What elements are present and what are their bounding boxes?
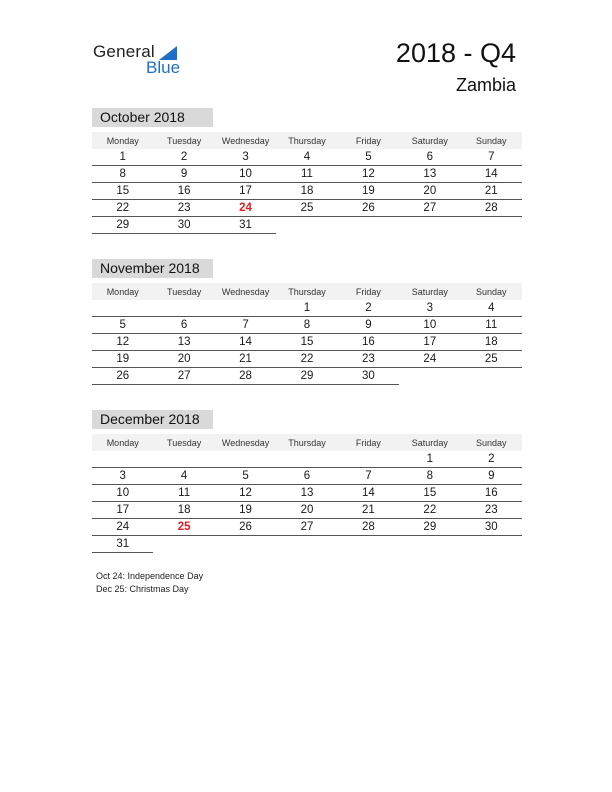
day-cell: 29 xyxy=(399,519,460,536)
month-grid xyxy=(92,132,522,234)
day-cell: 19 xyxy=(92,351,153,368)
empty-day-cell xyxy=(399,368,460,385)
day-cell: 28 xyxy=(215,368,276,385)
day-cell: 15 xyxy=(276,334,337,351)
day-cell: 2 xyxy=(338,300,399,317)
day-cell: 23 xyxy=(338,351,399,368)
week-row xyxy=(92,149,522,166)
empty-day-cell xyxy=(153,451,214,468)
day-cell: 20 xyxy=(399,183,460,200)
day-cell: 30 xyxy=(153,217,214,234)
week-row xyxy=(92,217,522,234)
day-cell: 10 xyxy=(399,317,460,334)
day-cell: 4 xyxy=(153,468,214,485)
logo-text-general: General xyxy=(93,42,155,61)
weekday-header: Thursday xyxy=(276,283,337,300)
weekday-header: Tuesday xyxy=(153,132,214,149)
weekday-header: Sunday xyxy=(461,283,522,300)
day-cell: 26 xyxy=(338,200,399,217)
weekday-header-row xyxy=(92,283,522,300)
weekday-header: Friday xyxy=(338,434,399,451)
day-cell: 20 xyxy=(153,351,214,368)
holiday-note: Oct 24: Independence Day xyxy=(96,571,204,581)
day-cell: 1 xyxy=(276,300,337,317)
weekday-header: Monday xyxy=(92,283,153,300)
day-cell: 22 xyxy=(399,502,460,519)
page-title: 2018 - Q4 xyxy=(395,38,516,68)
day-cell: 7 xyxy=(215,317,276,334)
day-cell: 20 xyxy=(276,502,337,519)
day-cell: 14 xyxy=(215,334,276,351)
week-row xyxy=(92,351,522,368)
empty-day-cell xyxy=(461,368,522,385)
day-cell: 31 xyxy=(92,536,153,553)
empty-day-cell xyxy=(92,451,153,468)
empty-day-cell xyxy=(338,536,399,553)
day-cell: 2 xyxy=(461,451,522,468)
empty-day-cell xyxy=(461,536,522,553)
day-cell: 31 xyxy=(215,217,276,234)
week-row xyxy=(92,519,522,536)
day-cell: 9 xyxy=(153,166,214,183)
weekday-header: Saturday xyxy=(399,283,460,300)
weekday-header: Wednesday xyxy=(215,434,276,451)
day-cell: 21 xyxy=(338,502,399,519)
weekday-header: Saturday xyxy=(399,434,460,451)
day-cell: 6 xyxy=(153,317,214,334)
empty-day-cell xyxy=(338,217,399,234)
day-cell: 12 xyxy=(215,485,276,502)
day-cell: 27 xyxy=(276,519,337,536)
day-cell: 30 xyxy=(338,368,399,385)
empty-day-cell xyxy=(215,300,276,317)
day-cell: 6 xyxy=(276,468,337,485)
day-cell: 14 xyxy=(338,485,399,502)
month-calendar xyxy=(92,259,522,385)
day-cell: 19 xyxy=(338,183,399,200)
logo-text-blue: Blue xyxy=(146,58,181,77)
day-cell: 5 xyxy=(92,317,153,334)
day-cell: 13 xyxy=(153,334,214,351)
day-cell: 17 xyxy=(215,183,276,200)
week-row xyxy=(92,334,522,351)
day-cell: 22 xyxy=(92,200,153,217)
week-row xyxy=(92,183,522,200)
day-cell: 8 xyxy=(92,166,153,183)
day-cell: 23 xyxy=(461,502,522,519)
day-cell: 25 xyxy=(276,200,337,217)
day-cell: 1 xyxy=(399,451,460,468)
day-cell: 11 xyxy=(461,317,522,334)
week-row xyxy=(92,200,522,217)
week-row xyxy=(92,166,522,183)
weekday-header-row xyxy=(92,132,522,149)
weekday-header: Tuesday xyxy=(153,283,214,300)
empty-day-cell xyxy=(92,300,153,317)
empty-day-cell xyxy=(276,451,337,468)
day-cell: 26 xyxy=(215,519,276,536)
empty-day-cell xyxy=(461,217,522,234)
holiday-note: Dec 25: Christmas Day xyxy=(96,584,189,594)
week-row xyxy=(92,468,522,485)
day-cell: 18 xyxy=(276,183,337,200)
weekday-header: Wednesday xyxy=(215,283,276,300)
weekday-header: Monday xyxy=(92,132,153,149)
day-cell: 25 xyxy=(461,351,522,368)
week-row xyxy=(92,502,522,519)
day-cell: 27 xyxy=(399,200,460,217)
day-cell: 11 xyxy=(153,485,214,502)
weekday-header: Friday xyxy=(338,132,399,149)
weekday-header: Sunday xyxy=(461,434,522,451)
day-cell: 4 xyxy=(276,149,337,166)
empty-day-cell xyxy=(153,536,214,553)
day-cell: 12 xyxy=(92,334,153,351)
day-cell: 9 xyxy=(461,468,522,485)
day-cell: 16 xyxy=(153,183,214,200)
month-calendar xyxy=(92,410,522,553)
day-cell: 23 xyxy=(153,200,214,217)
day-cell: 4 xyxy=(461,300,522,317)
month-label: October 2018 xyxy=(92,108,213,127)
day-cell: 28 xyxy=(461,200,522,217)
day-cell: 15 xyxy=(399,485,460,502)
day-cell: 11 xyxy=(276,166,337,183)
day-cell: 29 xyxy=(92,217,153,234)
day-cell: 3 xyxy=(215,149,276,166)
day-cell: 7 xyxy=(461,149,522,166)
week-row xyxy=(92,300,522,317)
day-cell: 13 xyxy=(399,166,460,183)
day-cell: 21 xyxy=(215,351,276,368)
week-row xyxy=(92,536,522,553)
day-cell: 13 xyxy=(276,485,337,502)
weekday-header: Thursday xyxy=(276,434,337,451)
holiday-day-cell: 25 xyxy=(153,519,214,536)
week-row xyxy=(92,451,522,468)
month-grid xyxy=(92,283,522,385)
day-cell: 14 xyxy=(461,166,522,183)
empty-day-cell xyxy=(276,536,337,553)
day-cell: 2 xyxy=(153,149,214,166)
day-cell: 16 xyxy=(461,485,522,502)
day-cell: 27 xyxy=(153,368,214,385)
day-cell: 17 xyxy=(92,502,153,519)
day-cell: 30 xyxy=(461,519,522,536)
day-cell: 22 xyxy=(276,351,337,368)
weekday-header: Thursday xyxy=(276,132,337,149)
weekday-header: Friday xyxy=(338,283,399,300)
empty-day-cell xyxy=(399,217,460,234)
day-cell: 10 xyxy=(92,485,153,502)
week-row xyxy=(92,368,522,385)
weekday-header: Sunday xyxy=(461,132,522,149)
day-cell: 16 xyxy=(338,334,399,351)
day-cell: 10 xyxy=(215,166,276,183)
day-cell: 18 xyxy=(461,334,522,351)
country-name: Zambia xyxy=(455,75,516,95)
day-cell: 1 xyxy=(92,149,153,166)
day-cell: 5 xyxy=(338,149,399,166)
day-cell: 18 xyxy=(153,502,214,519)
weekday-header: Monday xyxy=(92,434,153,451)
empty-day-cell xyxy=(276,217,337,234)
weekday-header: Wednesday xyxy=(215,132,276,149)
day-cell: 29 xyxy=(276,368,337,385)
empty-day-cell xyxy=(215,536,276,553)
day-cell: 24 xyxy=(399,351,460,368)
day-cell: 6 xyxy=(399,149,460,166)
week-row xyxy=(92,317,522,334)
month-grid xyxy=(92,434,522,553)
day-cell: 7 xyxy=(338,468,399,485)
day-cell: 12 xyxy=(338,166,399,183)
empty-day-cell xyxy=(153,300,214,317)
day-cell: 17 xyxy=(399,334,460,351)
weekday-header: Saturday xyxy=(399,132,460,149)
day-cell: 8 xyxy=(276,317,337,334)
day-cell: 26 xyxy=(92,368,153,385)
day-cell: 5 xyxy=(215,468,276,485)
empty-day-cell xyxy=(215,451,276,468)
day-cell: 19 xyxy=(215,502,276,519)
day-cell: 28 xyxy=(338,519,399,536)
holiday-notes xyxy=(96,570,203,596)
month-label: December 2018 xyxy=(92,410,213,429)
month-calendar xyxy=(92,108,522,234)
weekday-header: Tuesday xyxy=(153,434,214,451)
empty-day-cell xyxy=(399,536,460,553)
week-row xyxy=(92,485,522,502)
weekday-header-row xyxy=(92,434,522,451)
generalblue-logo xyxy=(93,42,193,82)
day-cell: 9 xyxy=(338,317,399,334)
day-cell: 3 xyxy=(399,300,460,317)
month-label: November 2018 xyxy=(92,259,213,278)
day-cell: 21 xyxy=(461,183,522,200)
holiday-day-cell: 24 xyxy=(215,200,276,217)
empty-day-cell xyxy=(338,451,399,468)
day-cell: 8 xyxy=(399,468,460,485)
day-cell: 3 xyxy=(92,468,153,485)
day-cell: 24 xyxy=(92,519,153,536)
day-cell: 15 xyxy=(92,183,153,200)
